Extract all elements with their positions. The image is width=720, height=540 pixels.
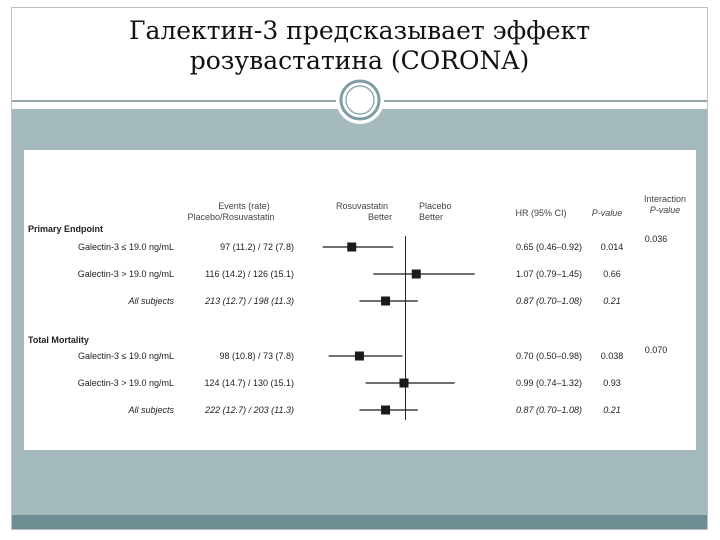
header-interaction-line1: Interaction — [643, 194, 687, 204]
group-heading-primary: Primary Endpoint — [28, 224, 104, 234]
row-hr-ci: 0.65 (0.46–0.92) — [515, 242, 583, 252]
row-events: 222 (12.7) / 203 (11.3) — [205, 405, 294, 415]
row-hr-ci: 0.70 (0.50–0.98) — [515, 351, 583, 361]
row-events: 98 (10.8) / 73 (7.8) — [219, 351, 294, 361]
row-events: 124 (14.7) / 130 (15.1) — [204, 378, 294, 388]
forest-plot-panel — [24, 150, 696, 450]
interaction-p-mortality: 0.070 — [644, 345, 668, 355]
hr-marker — [412, 270, 421, 279]
row-events: 97 (11.2) / 72 (7.8) — [220, 242, 294, 252]
row-label: All subjects — [128, 405, 174, 415]
slide-title-line2: розувастатина (CORONA) — [189, 46, 530, 75]
slide-title — [12, 8, 707, 76]
header-right-better-line2: Better — [419, 212, 444, 222]
row-p-value: 0.66 — [603, 269, 621, 279]
forest-rows — [78, 242, 624, 415]
row-events: 213 (12.7) / 198 (11.3) — [205, 296, 294, 306]
row-hr-ci: 0.87 (0.70–1.08) — [515, 405, 583, 415]
hr-marker — [381, 406, 390, 415]
circle-ornament-icon — [335, 75, 385, 125]
hr-marker — [399, 379, 408, 388]
group-heading-mortality: Total Mortality — [28, 335, 89, 345]
header-hr: HR (95% CI) — [515, 208, 567, 218]
header-events-line1: Events (rate) — [218, 201, 270, 211]
forest-plot — [24, 150, 696, 450]
hr-marker — [381, 297, 390, 306]
row-hr-ci: 0.99 (0.74–1.32) — [515, 378, 583, 388]
hr-marker — [355, 352, 364, 361]
row-label: All subjects — [128, 296, 174, 306]
row-events: 116 (14.2) / 126 (15.1) — [205, 269, 294, 279]
header-events-line2: Placebo/Rosuvastatin — [187, 212, 275, 222]
row-p-value: 0.21 — [603, 296, 621, 306]
row-p-value: 0.93 — [603, 378, 621, 388]
row-label: Galectin-3 ≤ 19.0 ng/mL — [78, 242, 174, 252]
row-label: Galectin-3 > 19.0 ng/mL — [77, 378, 174, 388]
header-interaction-line2: P-value — [649, 205, 681, 215]
footer-bar — [12, 515, 707, 529]
row-hr-ci: 0.87 (0.70–1.08) — [515, 296, 583, 306]
hr-marker — [347, 243, 356, 252]
row-hr-ci: 1.07 (0.79–1.45) — [515, 269, 583, 279]
row-p-value: 0.014 — [600, 242, 624, 252]
header-left-better-line2: Better — [367, 212, 393, 222]
header-left-better-line1: Rosuvastatin — [335, 201, 389, 211]
row-label: Galectin-3 ≤ 19.0 ng/mL — [78, 351, 174, 361]
row-label: Galectin-3 > 19.0 ng/mL — [77, 269, 174, 279]
interaction-p-primary: 0.036 — [644, 234, 668, 244]
slide-title-line1: Галектин-3 предсказывает эффект — [128, 16, 591, 45]
row-p-value: 0.038 — [600, 351, 624, 361]
row-p-value: 0.21 — [603, 405, 621, 415]
header-p: P-value — [591, 208, 623, 218]
header-right-better-line1: Placebo — [419, 201, 452, 211]
